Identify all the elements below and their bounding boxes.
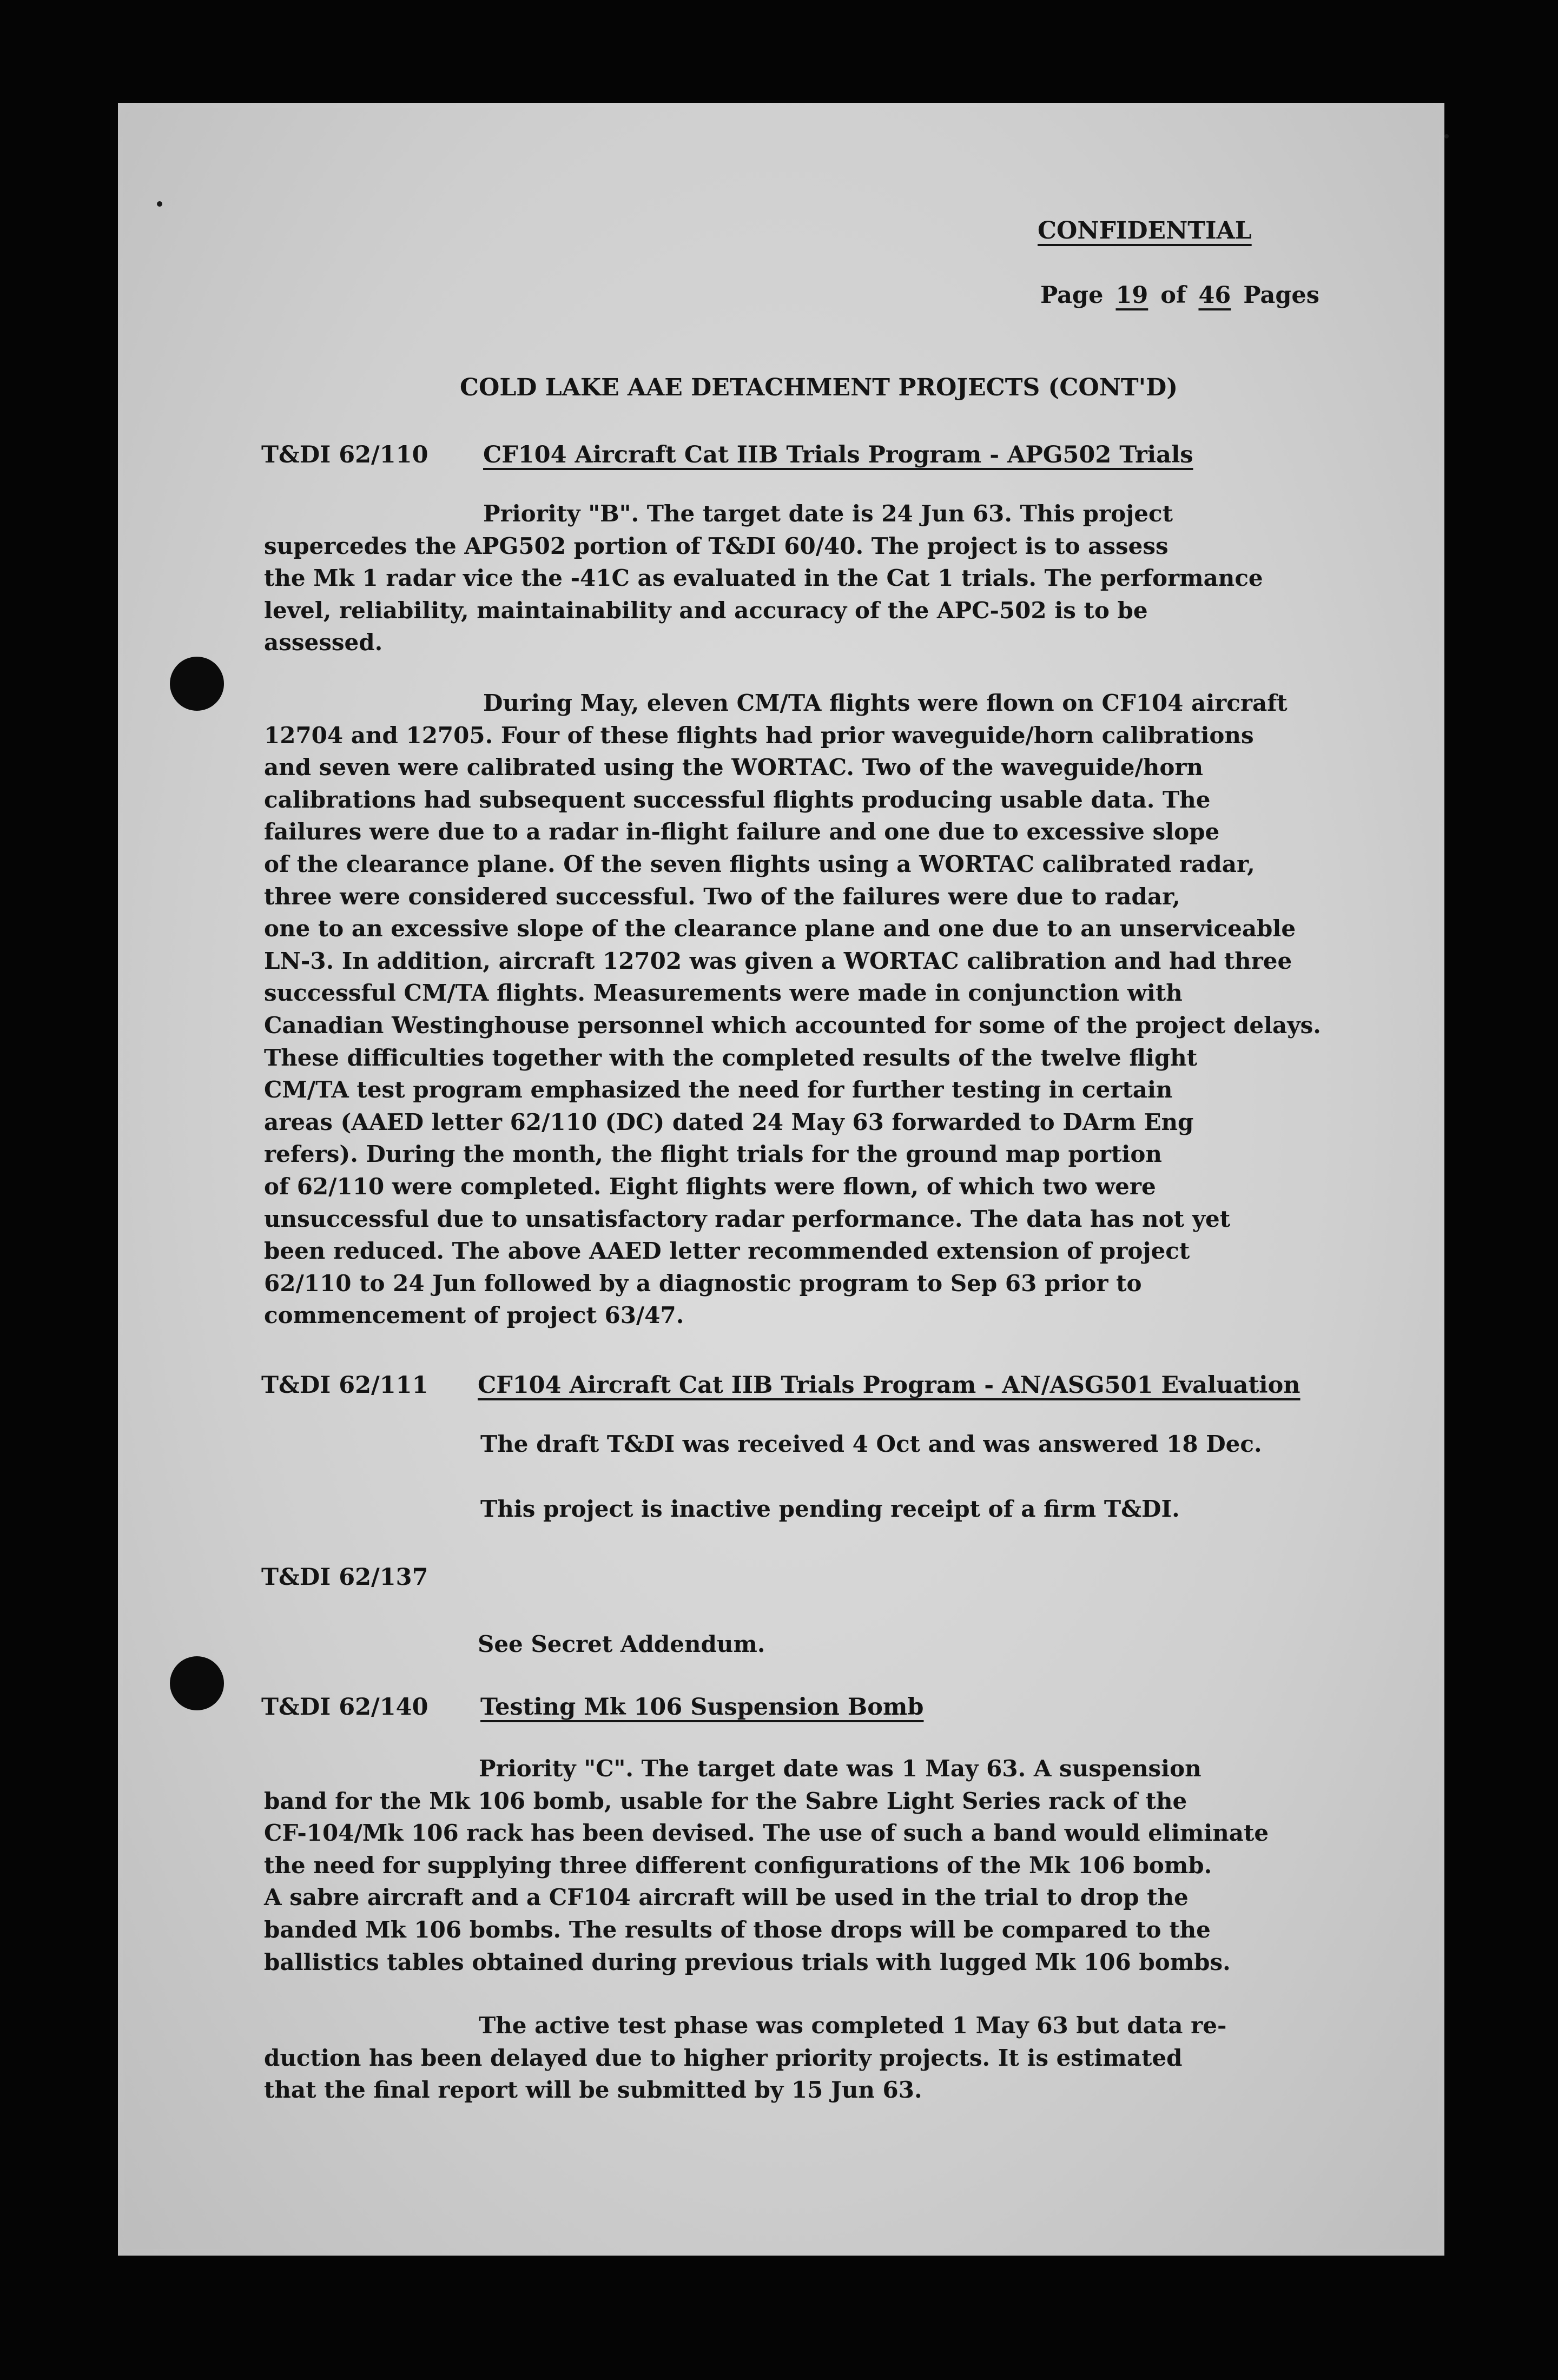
page-indicator [1040, 284, 1319, 307]
paragraph-line: duction has been delayed due to higher priority projects. It is estimated [264, 2044, 1183, 2071]
project-title: CF104 Aircraft Cat IIB Trials Program - APG502 Trials [483, 441, 1193, 468]
punch-hole-lower [170, 1656, 224, 1710]
film-speck [1444, 134, 1449, 138]
section-title: COLD LAKE AAE DETACHMENT PROJECTS (CONT'D) [460, 374, 1178, 401]
page-suffix: Pages [1243, 282, 1319, 309]
paragraph-line: the Mk 1 radar vice the -41C as evaluated in the Cat 1 trials. The performance [264, 565, 1263, 592]
project-title: Testing Mk 106 Suspension Bomb [480, 1694, 924, 1721]
paragraph-line: assessed. [264, 629, 383, 656]
project-paragraph [264, 2009, 1226, 2106]
paragraph-line: failures were due to a radar in-flight failure and one due to excessive slope [264, 818, 1220, 845]
project-paragraph [480, 1493, 1180, 1525]
paragraph-line: commencement of project 63/47. [264, 1302, 684, 1329]
project-title: CF104 Aircraft Cat IIB Trials Program - AN/ASG501 Evaluation [478, 1372, 1300, 1399]
paragraph-line: CM/TA test program emphasized the need for further testing in certain [264, 1076, 1173, 1103]
paragraph-line: This project is inactive pending receipt of a firm T&DI. [480, 1496, 1180, 1522]
paragraph-line: CF-104/Mk 106 rack has been devised. The use of such a band would eliminate [264, 1820, 1269, 1847]
paragraph-line: A sabre aircraft and a CF104 aircraft will be used in the trial to drop the [264, 1884, 1189, 1911]
project-id: T&DI 62/137 [261, 1564, 428, 1591]
punch-hole-upper [170, 657, 224, 711]
paragraph-line: of 62/110 were completed. Eight flights were flown, of which two were [264, 1173, 1156, 1200]
paragraph-line: 12704 and 12705. Four of these flights had prior waveguide/horn calibrations [264, 722, 1254, 749]
paragraph-line: supercedes the APG502 portion of T&DI 60/40. The project is to assess [264, 532, 1168, 559]
paragraph-line: LN-3. In addition, aircraft 12702 was given a WORTAC calibration and had three [264, 947, 1292, 974]
page-prefix: Page [1040, 282, 1104, 309]
paragraph-line: been reduced. The above AAED letter recommended extension of project [264, 1238, 1190, 1265]
classification-marking: CONFIDENTIAL [1038, 217, 1252, 244]
project-id: T&DI 62/111 [261, 1372, 428, 1399]
project-paragraph [264, 498, 1263, 659]
paragraph-line: During May, eleven CM/TA flights were flown on CF104 aircraft [483, 690, 1288, 716]
paragraph-line: The active test phase was completed 1 May 63 but data re- [479, 2012, 1227, 2039]
paragraph-line: areas (AAED letter 62/110 (DC) dated 24 May 63 forwarded to DArm Eng [264, 1108, 1194, 1135]
paragraph-line: See Secret Addendum. [478, 1631, 765, 1657]
paragraph-line: three were considered successful. Two of the failures were due to radar, [264, 883, 1180, 910]
paragraph-line: 62/110 to 24 Jun followed by a diagnostic program to Sep 63 prior to [264, 1270, 1142, 1297]
document-page [118, 103, 1444, 2256]
paragraph-line: successful CM/TA flights. Measurements were made in conjunction with [264, 980, 1183, 1007]
paragraph-line: one to an excessive slope of the clearance plane and one due to an unserviceable [264, 915, 1296, 942]
paragraph-line: calibrations had subsequent successful flights producing usable data. The [264, 786, 1211, 813]
paragraph-line: banded Mk 106 bombs. The results of those drops will be compared to the [264, 1916, 1211, 1943]
paragraph-line: The draft T&DI was received 4 Oct and was answered 18 Dec. [480, 1431, 1262, 1457]
film-speck [157, 201, 162, 207]
project-paragraph [264, 1753, 1269, 1978]
paragraph-line: These difficulties together with the completed results of the twelve flight [264, 1044, 1198, 1071]
paragraph-line: refers). During the month, the flight trials for the ground map portion [264, 1141, 1162, 1168]
paragraph-line: Canadian Westinghouse personnel which accounted for some of the project delays. [264, 1012, 1321, 1039]
project-paragraph [264, 687, 1321, 1332]
project-paragraph [480, 1428, 1262, 1460]
paragraph-line: Priority "C". The target date was 1 May 63. A suspension [479, 1755, 1201, 1782]
paragraph-line: that the final report will be submitted by 15 Jun 63. [264, 2077, 922, 2104]
paragraph-line: and seven were calibrated using the WORTAC. Two of the waveguide/horn [264, 754, 1204, 781]
project-id: T&DI 62/110 [261, 441, 428, 468]
paragraph-line: the need for supplying three different configurations of the Mk 106 bomb. [264, 1852, 1212, 1879]
paragraph-line: ballistics tables obtained during previous trials with lugged Mk 106 bombs. [264, 1948, 1231, 1975]
paragraph-line: of the clearance plane. Of the seven flights using a WORTAC calibrated radar, [264, 850, 1255, 877]
page-of: of [1160, 282, 1186, 309]
paragraph-line: band for the Mk 106 bomb, usable for the Sabre Light Series rack of the [264, 1787, 1187, 1814]
paragraph-line: level, reliability, maintainability and accuracy of the APC-502 is to be [264, 597, 1148, 624]
page-total: 46 [1198, 282, 1231, 309]
project-paragraph [478, 1628, 765, 1661]
paragraph-line: unsuccessful due to unsatisfactory radar performance. The data has not yet [264, 1205, 1231, 1232]
project-id: T&DI 62/140 [261, 1694, 428, 1721]
paragraph-line: Priority "B". The target date is 24 Jun 63. This project [483, 500, 1173, 527]
page-number: 19 [1115, 282, 1148, 309]
